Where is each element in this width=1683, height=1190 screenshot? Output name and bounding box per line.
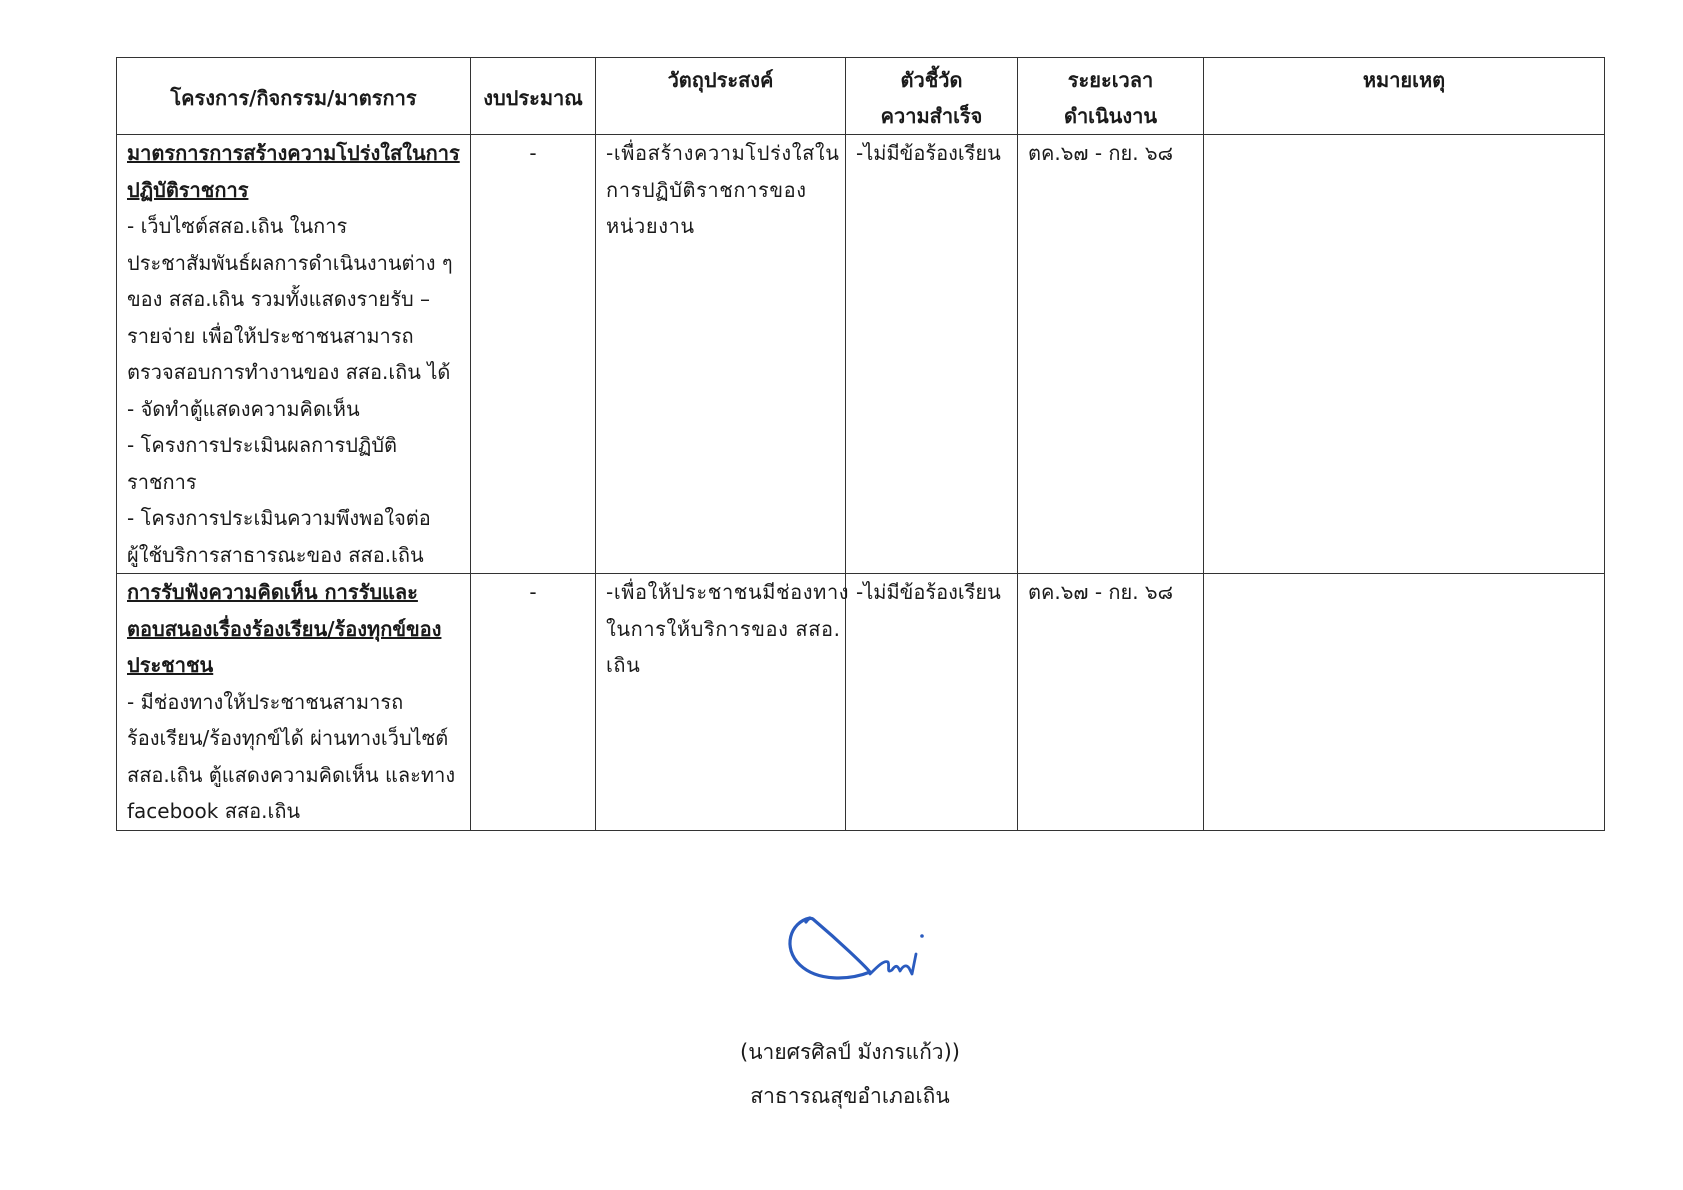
- signer-position: สาธารณสุขอำเภอเถิน: [750, 1084, 950, 1108]
- project-cell: [117, 135, 471, 574]
- project-detail-line: ประชาสัมพันธ์ผลการดำเนินงานต่าง ๆ: [127, 250, 453, 275]
- objective-line: -เพื่อให้ประชาชนมีช่องทาง: [606, 580, 850, 604]
- project-detail-line: ของ สสอ.เถิน รวมทั้งแสดงรายรับ –: [127, 287, 431, 311]
- project-title: [127, 135, 460, 208]
- header-period-line2: ดำเนินงาน: [1063, 104, 1158, 128]
- project-title: [127, 574, 460, 684]
- table-row: [117, 574, 1605, 831]
- header-budget: งบประมาณ: [471, 58, 596, 135]
- header-indicator-line2: ความสำเร็จ: [880, 104, 983, 128]
- signer-name: (นายศรศิลป์ มังกรแก้ว)): [740, 1040, 960, 1064]
- project-detail-line: ราชการ: [127, 469, 197, 494]
- header-objective: วัตถุประสงค์: [596, 58, 846, 135]
- table-header-row: [117, 58, 1605, 135]
- header-indicator-line1: ตัวชี้วัด: [900, 68, 963, 92]
- header-period: [1018, 58, 1204, 135]
- project-title-line: ปฏิบัติราชการ: [127, 177, 249, 202]
- project-detail-line: รายจ่าย เพื่อให้ประชาชนสามารถ: [127, 323, 414, 348]
- objective-line: ในการให้บริการของ สสอ.: [606, 616, 841, 641]
- header-indicator: [846, 58, 1018, 135]
- project-detail-line: - จัดทำตู้แสดงความคิดเห็น: [127, 396, 360, 421]
- project-plan-table: [116, 57, 1605, 831]
- period-cell: ตค.๖๗ - กย. ๖๘: [1018, 574, 1204, 831]
- objective-line: เถิน: [606, 653, 641, 677]
- remark-cell: [1204, 574, 1605, 831]
- project-cell: [117, 574, 471, 831]
- indicator-cell: -ไม่มีข้อร้องเรียน: [846, 574, 1018, 831]
- project-detail-line: ตรวจสอบการทำงานของ สสอ.เถิน ได้: [127, 360, 451, 384]
- objective-line: การปฏิบัติราชการของ: [606, 177, 807, 202]
- handwritten-signature: [770, 870, 1010, 1010]
- project-title-line: ประชาชน: [127, 653, 214, 677]
- period-cell: ตค.๖๗ - กย. ๖๘: [1018, 135, 1204, 574]
- project-detail-line: facebook สสอ.เถิน: [127, 799, 301, 823]
- header-period-line1: ระยะเวลา: [1067, 68, 1154, 92]
- project-detail-line: - โครงการประเมินความพึงพอใจต่อ: [127, 506, 431, 530]
- project-title-line: มาตรการการสร้างความโปร่งใสในการ: [127, 141, 460, 165]
- signature-image: [770, 870, 1010, 1010]
- project-detail-line: - โครงการประเมินผลการปฏิบัติ: [127, 433, 398, 457]
- project-title-line: ตอบสนองเรื่องร้องเรียน/ร้องทุกข์ของ: [127, 616, 442, 641]
- objective-cell: [596, 135, 846, 574]
- project-detail-line: ร้องเรียน/ร้องทุกข์ได้ ผ่านทางเว็บไซต์: [127, 726, 449, 750]
- objective-line: -เพื่อสร้างความโปร่งใสใน: [606, 141, 840, 165]
- remark-cell: [1204, 135, 1605, 574]
- project-detail-line: ผู้ใช้บริการสาธารณะของ สสอ.เถิน: [127, 542, 424, 567]
- budget-cell: -: [471, 574, 596, 831]
- project-title-line: การรับฟังความคิดเห็น การรับและ: [127, 580, 418, 604]
- header-remark: หมายเหตุ: [1204, 58, 1605, 135]
- table-row: [117, 135, 1605, 574]
- budget-cell: -: [471, 135, 596, 574]
- project-detail-line: - เว็บไซต์สสอ.เถิน ในการ: [127, 214, 348, 238]
- indicator-cell: -ไม่มีข้อร้องเรียน: [846, 135, 1018, 574]
- project-detail-line: - มีช่องทางให้ประชาชนสามารถ: [127, 689, 404, 714]
- objective-cell: [596, 574, 850, 831]
- project-detail-line: สสอ.เถิน ตู้แสดงความคิดเห็น และทาง: [127, 762, 456, 787]
- header-project: โครงการ/กิจกรรม/มาตรการ: [117, 58, 471, 135]
- objective-line: หน่วยงาน: [606, 214, 695, 238]
